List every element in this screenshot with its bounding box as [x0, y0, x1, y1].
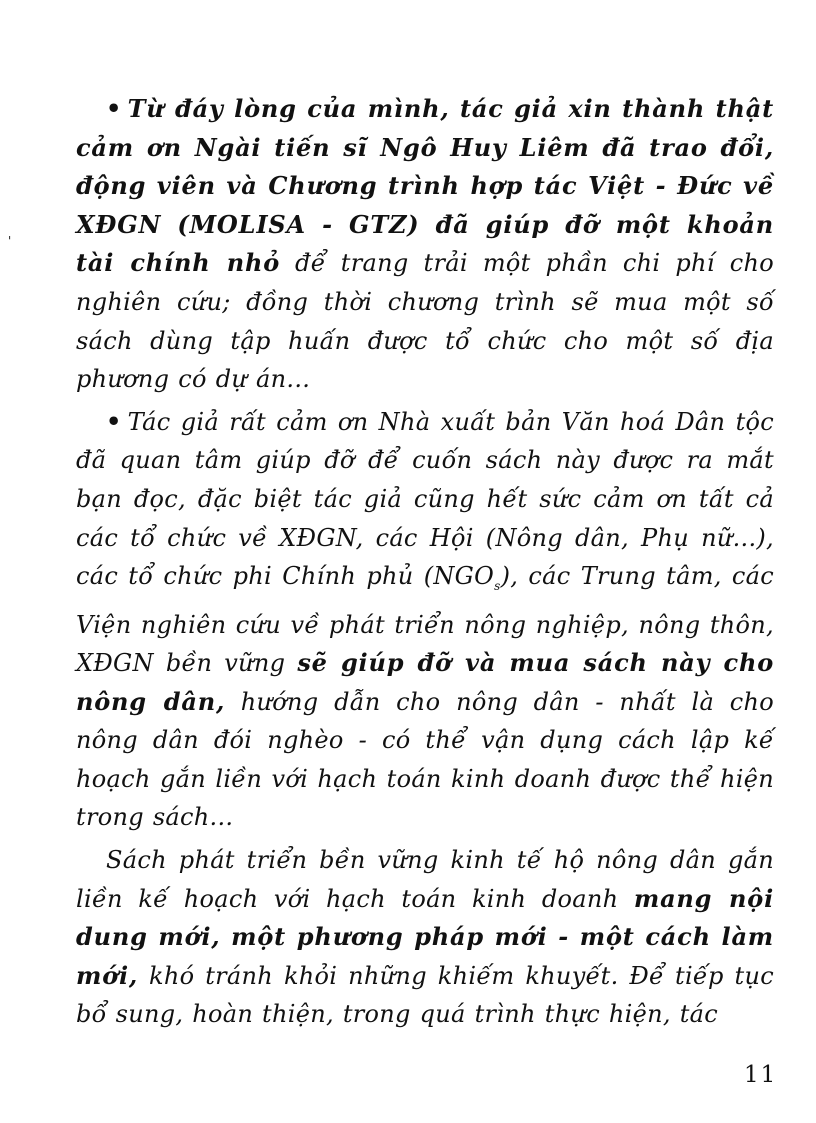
paragraph-2-text-2: ), các Trung tâm, các Viện nghiên cứu về phát triển nông nghiệp, nông thôn, XĐGN bền vững: [76, 562, 774, 678]
bullet-2: •: [106, 406, 122, 436]
paragraph-closing: [76, 841, 774, 1034]
paragraph-3-bold: mang nội dung mới, một phương pháp mới - một cách làm mới,: [76, 883, 774, 990]
page-number: 11: [744, 1062, 778, 1088]
body-text: [76, 90, 774, 1034]
paragraph-2-subscript: s: [494, 578, 501, 593]
paragraph-1-bold: Từ đáy lòng của mình, tác giả xin thành thật cảm ơn Ngài tiến sĩ Ngô Huy Liêm đã trao đổi, động viên và Chương trình hợp tác Việt - Đức về XĐGN (MOLISA - GTZ) đã giúp đỡ một khoản tài chính nhỏ: [76, 94, 774, 278]
margin-mark: ': [8, 234, 12, 248]
paragraph-2-text-1: Tác giả rất cảm ơn Nhà xuất bản Văn hoá Dân tộc đã quan tâm giúp đỡ để cuốn sách này được ra mắt bạn đọc, đặc biệt tác giả cũng hết sức cảm ơn tất cả các tổ chức về XĐGN, các Hội (Nông dân, Phụ nữ...), các tổ chức phi Chính phủ (NGO: [76, 407, 774, 591]
paragraph-3-text-1: Sách phát triển bền vững kinh tế hộ nông dân gắn liền kế hoạch với hạch toán kinh doanh: [76, 846, 774, 913]
bullet-1: •: [106, 94, 122, 123]
paragraph-1-text: để trang trải một phần chi phí cho nghiên cứu; đồng thời chương trình sẽ mua một số sách dùng tập huấn được tổ chức cho một số địa phương có dự án...: [76, 249, 774, 394]
paragraph-acknowledgement-publisher: [76, 403, 774, 837]
paragraph-2-text-3: hướng dẫn cho nông dân - nhất là cho nông dân đói nghèo - có thể vận dụng cách lập kế hoạch gắn liền với hạch toán kinh doanh được thể hiện trong sách...: [76, 687, 774, 832]
paragraph-3-text-2: khó tránh khỏi những khiếm khuyết. Để tiếp tục bổ sung, hoàn thiện, trong quá trình thực hiện, tác: [76, 961, 774, 1029]
paragraph-acknowledgement-sponsors: [76, 90, 774, 399]
paragraph-2-bold: sẽ giúp đỡ và mua sách này cho nông dân,: [76, 648, 775, 716]
